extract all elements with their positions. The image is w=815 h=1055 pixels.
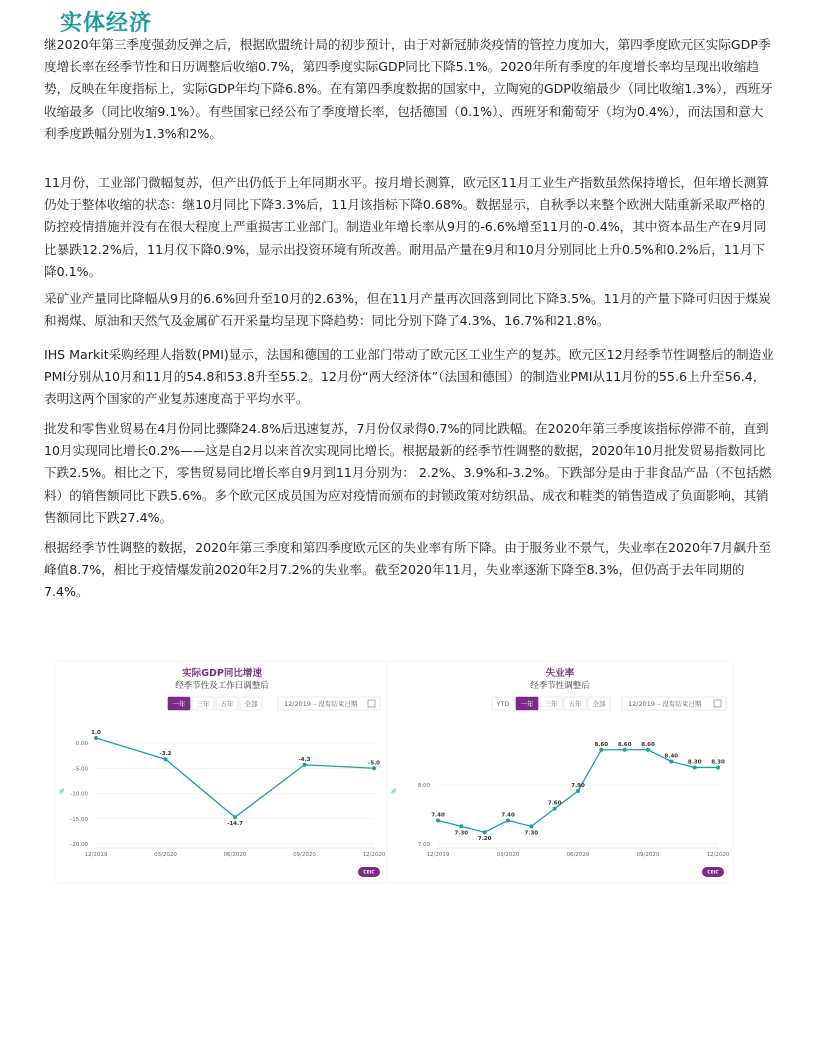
range-button-label: 三年 [196,700,210,708]
x-tick-label: 03/2020 [154,852,177,858]
y-tick-label: -15.00 [70,816,88,823]
data-point[interactable] [693,765,697,769]
chart-subtitle: 经季节性及工作日调整后 [175,681,269,691]
data-label: -14.7 [227,821,243,828]
x-tick-label: 06/2020 [223,852,247,858]
data-label: 1.0 [91,730,101,736]
y-tick-label: 8.00 [417,783,430,790]
y-tick-label: 7.00 [417,842,430,848]
chart-subtitle: 经季节性调整后 [530,681,590,691]
data-point[interactable] [372,766,376,770]
data-label: 8.30 [711,759,725,766]
x-tick-label: 12/2020 [706,852,730,858]
range-button-label: 三年 [544,700,558,708]
data-point[interactable] [483,830,487,834]
data-point[interactable] [716,765,720,769]
data-label: 8.60 [594,741,609,748]
data-point[interactable] [529,824,533,828]
data-label: 8.30 [687,759,702,766]
chart-title: 失业率 [545,668,575,679]
data-point[interactable] [576,789,580,793]
data-point[interactable] [553,807,557,811]
data-point[interactable] [436,818,440,822]
x-tick-label: 06/2020 [566,852,590,858]
paragraph-trade: 批发和零售业贸易在4月份同比骤降24.8%后迅速复苏，7月份仅录得0.7%的同比跌幅。在2020年第三季度该指标停滞不前，直到10月实现同比增长0.2%——这是自2月以来首次实现同比增长。根据最新的经季节性调整的数据，2020年10月批发贸易指数同比下跌2.5%。相比之下，零售贸易同比增长率自9月到11月分别为： 2.2%、3.9%和-3.2%。下跌部分是由于非食品产品（不包括燃料）的销售额同比下跌5.6%。多个欧元区成员国为应对疫情而颁布的封锁政策对纺织品、成衣和鞋类的销售造成了负面影响，其销售额同比下跌27.4%。 [44,421,772,525]
date-range-text: 12/2019 – 没有结束日期 [628,700,702,708]
y-axis-label: % [391,788,398,794]
x-tick-label: 12/2019 [426,852,450,858]
data-point[interactable] [303,763,307,767]
y-axis-label: % [59,788,66,794]
range-button-label: 一年 [172,700,186,708]
unemployment-chart [388,662,732,882]
gdp-chart [56,662,388,882]
y-tick-label: 0.00 [75,741,88,748]
data-point[interactable] [94,736,98,740]
paragraph-industry: 11月份，工业部门微幅复苏，但产出仍低于上年同期水平。按月增长测算，欧元区11月工业生产指数虽然保持增长，但年增长测算仍处于整体收缩的状态：继10月同比下降3.3%后，11月该指标下降0.68%。数据显示，自秋季以来整个欧洲大陆重新采取严格的防控疫情措施并没有在很大程度上严重损害工业部门。制造业年增长率从9月的-6.6%增至11月的-0.4%，其中资本品生产在9月同比暴跌12.2%后，11月仅下降0.9%，显示出投资环境有所改善。耐用品产量在9月和10月分别同比上升0.5%和0.2%后，11月下降0.1%。 [44,175,769,279]
data-label: 7.60 [547,800,562,807]
range-button-label: 一年 [520,700,534,708]
gdp-chart-card [56,662,388,882]
data-label: 7.40 [431,812,445,819]
ceic-logo-text: CEIC [707,870,719,876]
x-tick-label: 09/2020 [636,852,660,858]
data-label: 7.90 [571,783,585,789]
range-button-label: 全部 [592,700,606,708]
data-label: 8.60 [641,741,655,748]
x-tick-label: 09/2020 [293,852,316,858]
paragraph-unemployment: 根据经季节性调整的数据，2020年第三季度和第四季度欧元区的失业率有所下降。由于服务业不景气，失业率在2020年7月飙升至峰值8.7%，相比于疫情爆发前2020年2月7.2%的失业率。截至2020年11月，失业率逐渐下降至8.3%，但仍高于去年同期的7.4%。 [44,540,771,600]
data-label: 7.20 [477,836,492,843]
data-label: -4.3 [298,756,311,763]
data-label: -3.2 [159,751,172,758]
data-label: 7.30 [524,830,539,837]
x-tick-label: 12/2020 [362,852,386,858]
y-tick-label: -20.00 [70,842,88,848]
data-point[interactable] [669,760,673,764]
y-tick-label: -5.00 [73,766,88,773]
data-point[interactable] [506,818,510,822]
data-label: -5.0 [367,760,381,767]
data-label: 7.30 [454,830,469,837]
unemployment-chart-card [388,662,732,882]
paragraph-pmi: IHS Markit采购经理人指数(PMI)显示，法国和德国的工业部门带动了欧元区工业生产的复苏。欧元区12月经季节性调整后的制造业PMI分别从10月和11月的54.8和53.8升至55.2。12月份“两大经济体”（法国和德国）的制造业PMI从11月份的55.6上升至56.4，表明这两个国家的产业复苏速度高于平均水平。 [44,347,774,407]
paragraph-gdp: 继2020年第三季度强劲反弹之后，根据欧盟统计局的初步预计，由于对新冠肺炎疫情的管控力度加大，第四季度欧元区实际GDP季度增长率在经季节性和日历调整后收缩0.7%，第四季度实际GDP同比下降5.1%。2020年所有季度的年度增长率均呈现出收缩趋势，反映在年度指标上，实际GDP年均下降6.8%。在有第四季度数据的国家中，立陶宛的GDP收缩最少（同比收缩1.3%），西班牙收缩最多（同比收缩9.1%）。有些国家已经公布了季度增长率，包括德国（0.1%）、西班牙和葡萄牙（均为0.4%），而法国和意大利季度跌幅分别为1.3%和2%。 [44,37,773,141]
paragraph-mining: 采矿业产量同比降幅从9月的6.6%回升至10月的2.63%，但在11月产量再次回落到同比下降3.5%。11月的产量下降可归因于煤炭和褐煤、原油和天然气及金属矿石开采量均呈现下降趋势：同比分别下降了4.3%、16.7%和21.8%。 [44,291,771,329]
series-line [96,738,374,817]
data-label: 8.60 [617,741,632,748]
range-button-label: 全部 [244,700,258,708]
range-button-label: 五年 [220,700,234,708]
data-label: 8.40 [664,753,679,760]
data-point[interactable] [599,748,603,752]
data-point[interactable] [164,757,168,761]
x-tick-label: 03/2020 [496,852,520,858]
data-label: 7.40 [501,812,515,819]
chart-title: 实际GDP同比增速 [182,668,262,679]
data-point[interactable] [623,748,627,752]
section-title: 实体经济 [60,11,153,36]
data-point[interactable] [459,824,463,828]
x-tick-label: 12/2019 [84,852,108,858]
y-tick-label: -10.00 [70,791,88,798]
range-button-label: YTD [496,700,510,708]
data-point[interactable] [646,748,650,752]
data-point[interactable] [233,815,237,819]
date-range-text: 12/2019 – 没有结束日期 [284,700,358,708]
ceic-logo-text: CEIC [363,870,375,876]
range-button-label: 五年 [568,700,582,708]
